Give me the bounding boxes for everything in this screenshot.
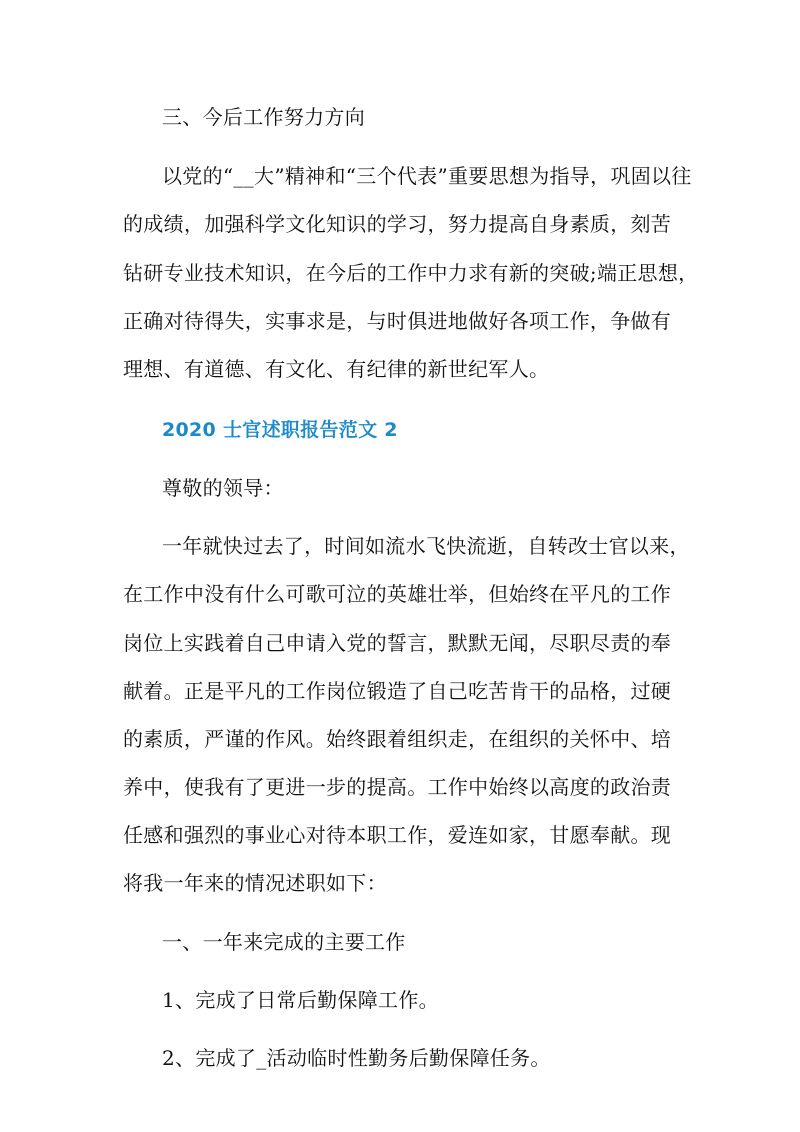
paragraph-line: 养中，使我有了更进一步的提高。工作中始终以高度的政治责 [123, 775, 672, 799]
paragraph-line: 正确对待得失，实事求是，与时俱进地做好各项工作，争做有 [123, 309, 672, 333]
paragraph-line: 将我一年来的情况述职如下： [123, 871, 387, 895]
paragraph-line: 理想、有道德、有文化、有纪律的新世纪军人。 [123, 357, 550, 381]
paragraph-line: 在工作中没有什么可歌可泣的英雄壮举，但始终在平凡的工作 [123, 582, 672, 606]
paragraph-line: 任感和强烈的事业心对待本职工作，爱连如家，甘愿奉献。现 [123, 823, 672, 847]
list-item: 2、完成了_活动临时性勤务后勤保障任务。 [162, 1046, 551, 1070]
report-heading: 2020 士官述职报告范文 2 [162, 419, 398, 441]
section1-title: 一、一年来完成的主要工作 [162, 930, 406, 954]
paragraph-line: 献着。正是平凡的工作岗位锻造了自己吃苦肯干的品格，过硬 [123, 679, 672, 703]
paragraph-line: 一年就快过去了，时间如流水飞快流逝，自转改士官以来， [162, 534, 690, 558]
paragraph-line: 的成绩，加强科学文化知识的学习，努力提高自身素质，刻苦 [123, 212, 672, 236]
paragraph-line: 钻研专业技术知识，在今后的工作中力求有新的突破;端正思想， [123, 261, 699, 285]
paragraph-line: 的素质，严谨的作风。始终跟着组织走，在组织的关怀中、培 [123, 727, 672, 751]
list-item: 1、完成了日常后勤保障工作。 [162, 988, 439, 1012]
section3-title: 三、今后工作努力方向 [162, 105, 365, 129]
salutation: 尊敬的领导： [162, 476, 284, 500]
paragraph-line: 以党的“__大”精神和“三个代表”重要思想为指导，巩固以往 [162, 164, 692, 188]
paragraph-line: 岗位上实践着自己申请入党的誓言，默默无闻，尽职尽责的奉 [123, 631, 672, 655]
